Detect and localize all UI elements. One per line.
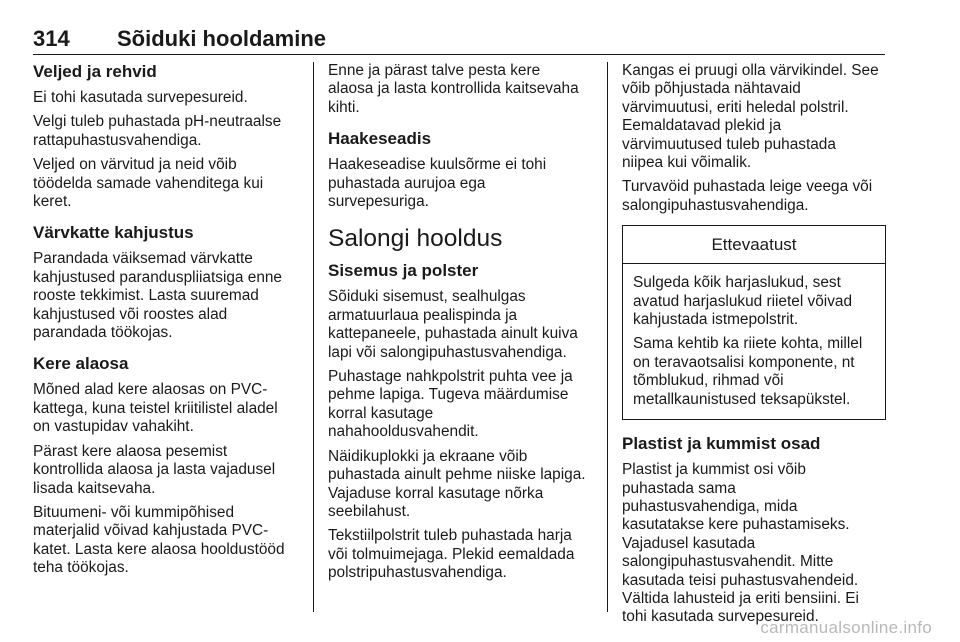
paragraph: Tekstiilpolstrit tuleb puhastada harja või tolmuimejaga. Plekid eemaldada polstripuhastusvahendiga. xyxy=(328,527,575,582)
watermark: carmanualsonline.info xyxy=(760,618,932,637)
paragraph: Plastist ja kummist osi võib puhastada sama puhastusvahendiga, mida kasutatakse kere puhastamiseks. Vajadusel kasutada salongipuhastusvahendit. Mitte kasutada teisi puhastusvahendeid. Vältida lahusteid ja eriti bensiini. Ei tohi kasutada survepesureid. xyxy=(622,461,859,626)
paragraph: Velgi tuleb puhastada pH-neutraalse rattapuhastusvahendiga. xyxy=(33,113,282,149)
caution-body xyxy=(623,264,885,419)
paragraph: Haakeseadise kuulsõrme ei tohi puhastada aurujoa ega survepesuriga. xyxy=(328,156,547,211)
chapter-title: Sõiduki hooldamine xyxy=(117,26,327,51)
heading-paint-damage: Värvkatte kahjustus xyxy=(33,223,194,243)
paragraph: Bituumeni- või kummipõhised materjalid võivad kahjustada PVC- katet. Lasta kere alaosa hooldustööd teha töökojas. xyxy=(33,503,285,577)
column-right xyxy=(622,62,890,633)
heading-underbody: Kere alaosa xyxy=(33,354,129,374)
paragraph: Mõned alad kere alaosas on PVC- kattega, kuna teistel kriitilistel aladel on vastupidav vahakiht. xyxy=(33,381,278,436)
paragraph: Parandada väiksemad värvkatte kahjustused paranduspliiatsiga enne rooste tekkimist. Lasta suuremad kahjustused või roostes alad parandada töökojas. xyxy=(33,250,282,342)
heading-upholstery: Sisemus ja polster xyxy=(328,261,479,281)
heading-interior-care: Salongi hooldus xyxy=(328,225,503,253)
column-divider xyxy=(313,62,314,612)
caution-title: Ettevaatust xyxy=(623,226,885,264)
paragraph: Pärast kere alaosa pesemist kontrollida alaosa ja lasta vajadusel lisada kaitsevaha. xyxy=(33,442,276,497)
column-middle xyxy=(328,62,598,589)
heading-towbar: Haakeseadis xyxy=(328,129,432,149)
paragraph: Sama kehtib ka riiete kohta, millel on teravaotsalisi komponente, nt tõmblukud, rihmad või metallkaunistused teksapükstel. xyxy=(633,335,863,408)
column-left xyxy=(33,62,301,584)
paragraph: Sõiduki sisemust, sealhulgas armatuurlaua pealispinda ja kattepaneele, puhastada ainult kuiva lapi või salongipuhastusvahendiga. xyxy=(328,288,578,361)
caution-box xyxy=(622,225,886,420)
paragraph: Turvavöid puhastada leige veega või salongipuhastusvahendiga. xyxy=(622,178,873,214)
paragraph: Puhastage nahkpolstrit puhta vee ja pehme lapiga. Tugeva määrdumise korral kasutage nahahooldusvahendit. xyxy=(328,368,573,441)
page-number: 314 xyxy=(33,26,70,51)
column-divider xyxy=(607,62,608,612)
heading-wheels: Veljed ja rehvid xyxy=(33,62,157,81)
paragraph: Sulgeda kõik harjaslukud, sest avatud harjaslukud riietel võivad kahjustada istmepolstrit. xyxy=(633,274,853,329)
paragraph: Kangas ei pruugi olla värvikindel. See võib põhjustada nähtavaid värvimuutusi, eriti heledal polstril. Eemaldatavad plekid ja värvimuutused tuleb puhastada niipea kui võimalik. xyxy=(622,62,879,172)
paragraph: Näidikuplokki ja ekraane võib puhastada ainult pehme niiske lapiga. Vajaduse korral kasutage nõrka seebilahust. xyxy=(328,447,586,520)
paragraph: Enne ja pärast talve pesta kere alaosa ja lasta kontrollida kaitsevaha kihti. xyxy=(328,62,579,116)
heading-plastic-rubber: Plastist ja kummist osad xyxy=(622,434,821,454)
paragraph: Veljed on värvitud ja neid võib töödelda samade vahenditega kui keret. xyxy=(33,156,264,211)
page-header xyxy=(33,20,885,55)
paragraph: Ei tohi kasutada survepesureid. xyxy=(33,89,248,106)
